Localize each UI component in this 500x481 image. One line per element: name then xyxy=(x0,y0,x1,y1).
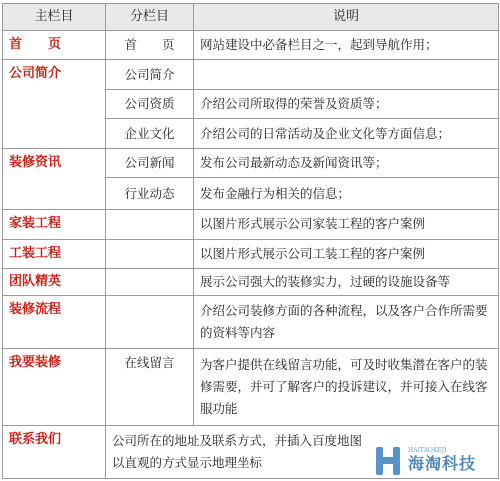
description-cell: 介绍公司装修方面的各种流程，以及客户合作所需要的资料等内容 xyxy=(194,296,499,349)
main-column-label: 公司简介 xyxy=(9,66,62,82)
sub-column-label: 在线留言 xyxy=(124,354,175,370)
main-column-cell xyxy=(3,296,106,349)
main-column-label: 装修资讯 xyxy=(9,154,62,170)
watermark-text-block xyxy=(408,447,476,473)
header-main-column: 主栏目 xyxy=(3,4,106,31)
description-cell: 发布金融行为相关的信息； xyxy=(194,178,499,209)
sub-column-cell xyxy=(106,296,194,349)
description-cell: 介绍公司所取得的荣誉及资质等； xyxy=(194,89,499,118)
sub-column-cell: 首 页 xyxy=(106,31,194,60)
sub-column-cell: 企业文化 xyxy=(106,119,194,148)
main-column-label: 装修流程 xyxy=(9,302,62,318)
table-row xyxy=(3,268,499,295)
description-cell: 展示公司强大的装修实力，过硬的设施设备等 xyxy=(194,268,499,295)
table-row xyxy=(3,240,499,268)
header-description: 说明 xyxy=(194,4,499,31)
table-row xyxy=(3,209,499,239)
description-cell: 发布公司最新动态及新闻资讯等； xyxy=(194,148,499,177)
main-column-cell xyxy=(3,60,106,148)
table-row xyxy=(3,296,499,349)
site-structure-table xyxy=(2,3,499,479)
watermark-text: 海淘科技 xyxy=(408,454,477,473)
main-column-cell xyxy=(3,426,106,479)
sub-column-cell: 公司资质 xyxy=(106,89,194,118)
main-column-cell xyxy=(3,348,106,425)
description-cell: 以图片形式展示公司工装工程的客户案例 xyxy=(194,240,499,268)
sub-column-cell: 行业动态 xyxy=(106,178,194,209)
description-cell: 公司所在的地址及联系方式，并插入百度地图以直观的方式显示地理坐标 xyxy=(106,426,499,479)
header-sub-column: 分栏目 xyxy=(106,4,194,31)
table-row xyxy=(3,31,499,60)
sub-column-cell xyxy=(106,268,194,295)
h-logo-icon xyxy=(376,445,402,475)
main-column-cell: 工装工程 xyxy=(3,240,106,268)
main-column-cell: 团队精英 xyxy=(3,268,106,295)
sub-column-cell xyxy=(106,240,194,268)
main-column-cell: 家装工程 xyxy=(3,209,106,239)
description-cell: 介绍公司的日常活动及企业文化等方面信息； xyxy=(194,119,499,148)
watermark xyxy=(376,442,494,478)
table-row xyxy=(3,348,499,425)
description-cell xyxy=(194,60,499,89)
sub-column-cell xyxy=(106,209,194,239)
description-cell: 网站建设中必备栏目之一，起到导航作用； xyxy=(194,31,499,60)
table-header-row xyxy=(3,4,499,31)
sub-column-cell xyxy=(106,348,194,425)
table-row xyxy=(3,148,499,177)
description-cell: 以图片形式展示公司家装工程的客户案例 xyxy=(194,209,499,239)
main-column-label: 我要装修 xyxy=(9,354,62,370)
main-column-cell xyxy=(3,148,106,209)
sub-column-cell: 公司简介 xyxy=(106,60,194,89)
main-column-cell: 首 页 xyxy=(3,31,106,60)
sub-column-cell: 公司新闻 xyxy=(106,148,194,177)
description-cell: 为客户提供在线留言功能，可及时收集潜在客户的装修需要，并可了解客户的投诉建议，并可接入在线客服功能 xyxy=(194,348,499,425)
table-row xyxy=(3,60,499,89)
main-column-label: 联系我们 xyxy=(9,432,62,448)
watermark-subtext: HAITAOKEJI xyxy=(408,447,447,454)
